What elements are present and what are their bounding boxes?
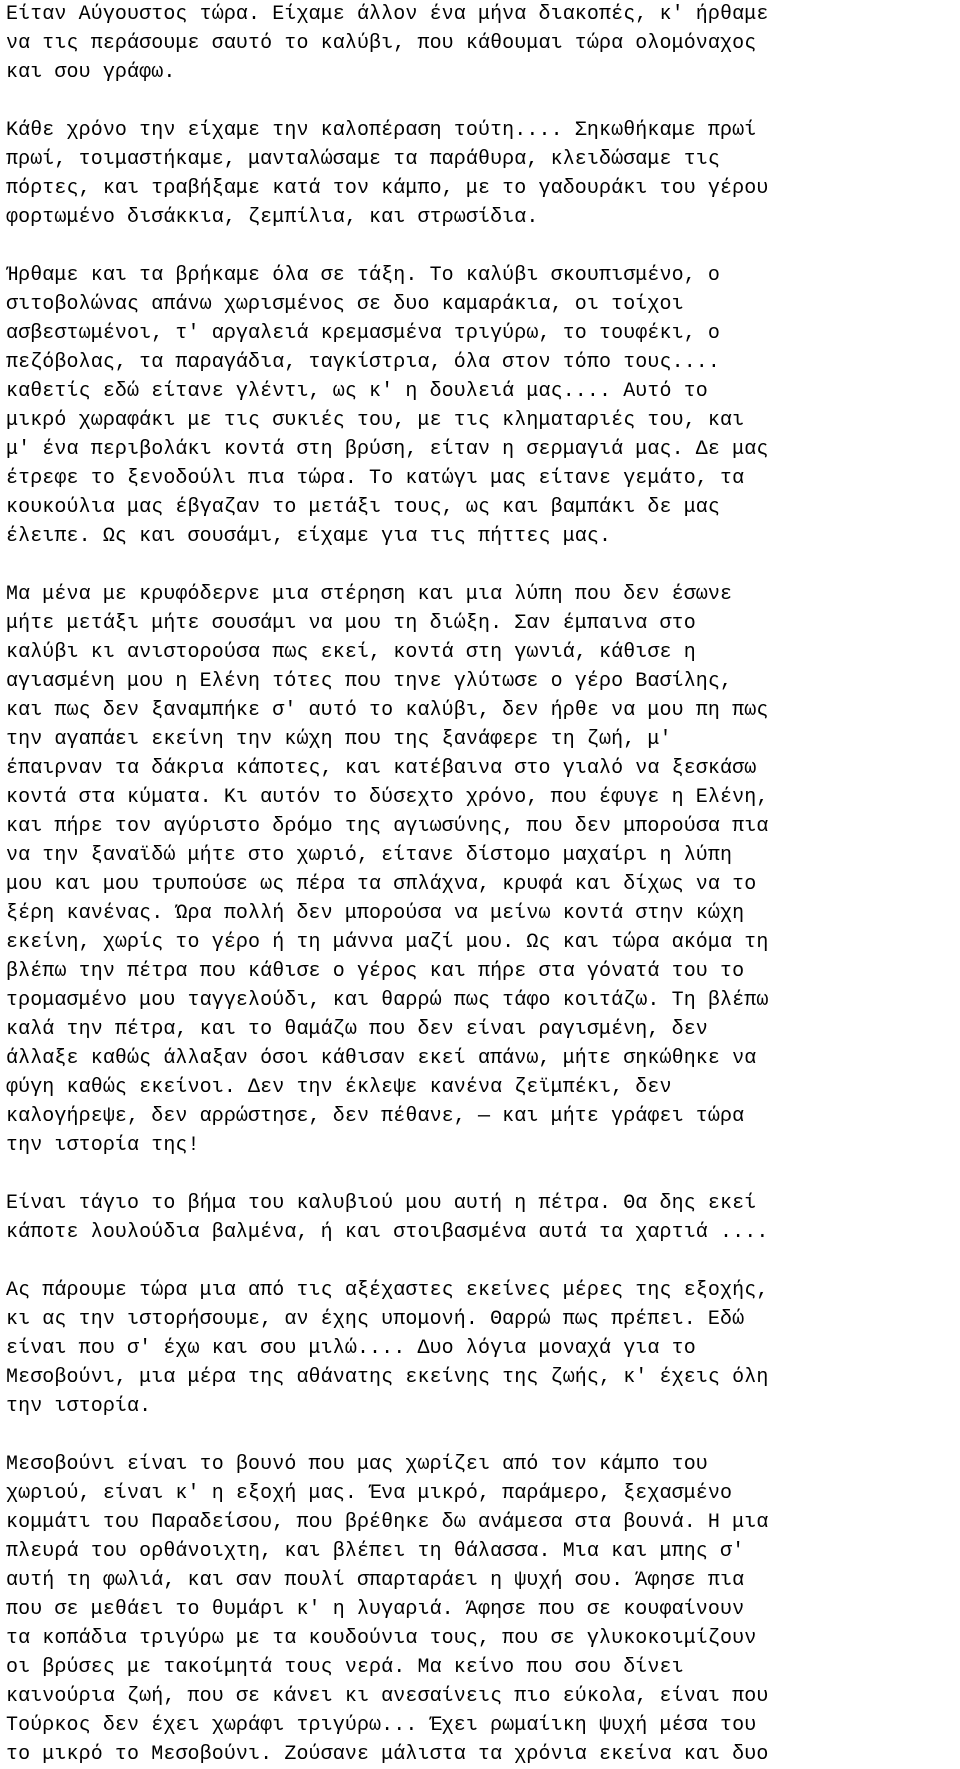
paragraph — [6, 580, 960, 1160]
text-line: άλλαξε καθώς άλλαξαν όσοι κάθισαν εκεί απάνω, μήτε σηκώθηκε να — [6, 1047, 757, 1070]
text-line: ασβεστωμένοι, τ' αργαλειά κρεμασμένα τριγύρω, το τουφέκι, ο — [6, 322, 721, 345]
paragraph — [6, 0, 960, 87]
text-line: Μεσοβούνι είναι το βουνό που μας χωρίζει από τον κάμπο του — [6, 1453, 708, 1476]
text-line: καλύβι κι ανιστορούσα πως εκεί, κοντά στη γωνιά, κάθισε η — [6, 641, 696, 664]
paragraph-gap — [6, 1247, 960, 1276]
text-line: κομμάτι του Παραδείσου, που βρέθηκε δω ανάμεσα στα βουνά. Η μια — [6, 1511, 769, 1534]
paragraph-gap — [6, 87, 960, 116]
text-line: την ιστορία της! — [6, 1134, 200, 1157]
text-line: έπαιρναν τα δάκρια κάποτες, και κατέβαινα στο γιαλό να ξεσκάσω — [6, 757, 757, 780]
text-line: καθετίς εδώ είτανε γλέντι, ως κ' η δουλειά μας.... Αυτό το — [6, 380, 708, 403]
text-line: κοντά στα κύματα. Κι αυτόν το δύσεχτο χρόνο, που έφυγε η Ελένη, — [6, 786, 769, 809]
paragraph — [6, 116, 960, 232]
document-page — [6, 0, 960, 1769]
text-line: φορτωμένο δισάκκια, ζεμπίλια, και στρωσίδια. — [6, 206, 539, 229]
text-line: που σε μεθάει το θυμάρι κ' η λυγαριά. Άφησε που σε κουφαίνουν — [6, 1598, 745, 1621]
text-line: και πήρε τον αγύριστο δρόμο της αγιωσύνης, που δεν μπορούσα πια — [6, 815, 769, 838]
paragraph-gap — [6, 1421, 960, 1450]
text-line: τρομασμένο μου ταγγελούδι, και θαρρώ πως τάφο κοιτάζω. Τη βλέπω — [6, 989, 769, 1012]
paragraph-gap — [6, 1160, 960, 1189]
text-line: μου και μου τρυπούσε ως πέρα τα σπλάχνα, κρυφά και δίχως να το — [6, 873, 757, 896]
text-line: έτρεφε το ξενοδούλι πια τώρα. Το κατώγι μας είτανε γεμάτο, τα — [6, 467, 745, 490]
paragraph-gap — [6, 551, 960, 580]
text-line: έλειπε. Ως και σουσάμι, είχαμε για τις πήττες μας. — [6, 525, 612, 548]
text-line: καλογήρεψε, δεν αρρώστησε, δεν πέθανε, — και μήτε γράφει τώρα — [6, 1105, 745, 1128]
text-line: Είναι τάγιο το βήμα του καλυβιού μου αυτή η πέτρα. Θα δης εκεί — [6, 1192, 757, 1215]
text-line: την ιστορία. — [6, 1395, 152, 1418]
text-line: να την ξαναϊδώ μήτε στο χωριό, είτανε δίστομο μαχαίρι η λύπη — [6, 844, 733, 867]
text-line: κουκούλια μας έβγαζαν το μετάξι τους, ως και βαμπάκι δε μας — [6, 496, 721, 519]
text-line: μ' ένα περιβολάκι κοντά στη βρύση, είταν η σερμαγιά μας. Δε μας — [6, 438, 769, 461]
text-line: αγιασμένη μου η Ελένη τότες που τηνε γλύτωσε ο γέρο Βασίλης, — [6, 670, 733, 693]
text-line: το μικρό το Μεσοβούνι. Ζούσανε μάλιστα τα χρόνια εκείνα και δυο — [6, 1743, 769, 1766]
text-line: πλευρά του ορθάνοιχτη, και βλέπει τη θάλασσα. Μια και μπης σ' — [6, 1540, 745, 1563]
text-line: εκείνη, χωρίς το γέρο ή τη μάννα μαζί μου. Ως και τώρα ακόμα τη — [6, 931, 769, 954]
text-line: οι βρύσες με τακοίμητά τους νερά. Μα κείνο που σου δίνει — [6, 1656, 684, 1679]
paragraph-gap — [6, 232, 960, 261]
text-line: αυτή τη φωλιά, και σαν πουλί σπαρταράει η ψυχή σου. Άφησε πια — [6, 1569, 745, 1592]
text-line: Ήρθαμε και τα βρήκαμε όλα σε τάξη. Το καλύβι σκουπισμένο, ο — [6, 264, 721, 287]
text-line: πόρτες, και τραβήξαμε κατά τον κάμπο, με το γαδουράκι του γέρου — [6, 177, 769, 200]
text-line: μικρό χωραφάκι με τις συκιές του, με τις κληματαριές του, και — [6, 409, 745, 432]
paragraph — [6, 261, 960, 551]
text-line: Είταν Αύγουστος τώρα. Είχαμε άλλον ένα μήνα διακοπές, κ' ήρθαμε — [6, 3, 769, 26]
text-line: Μεσοβούνι, μια μέρα της αθάνατης εκείνης της ζωής, κ' έχεις όλη — [6, 1366, 769, 1389]
text-line: και πως δεν ξαναμπήκε σ' αυτό το καλύβι, δεν ήρθε να μου πη πως — [6, 699, 769, 722]
paragraph — [6, 1189, 960, 1247]
text-line: καινούρια ζωή, που σε κάνει κι ανεσαίνεις πιο εύκολα, είναι που — [6, 1685, 769, 1708]
text-line: φύγη καθώς εκείνοι. Δεν την έκλεψε κανένα ζεϊμπέκι, δεν — [6, 1076, 672, 1099]
text-line: είναι που σ' έχω και σου μιλώ.... Δυο λόγια μοναχά για το — [6, 1337, 696, 1360]
text-line: Ας πάρουμε τώρα μια από τις αξέχαστες εκείνες μέρες της εξοχής, — [6, 1279, 769, 1302]
paragraph — [6, 1450, 960, 1769]
text-line: και σου γράφω. — [6, 61, 176, 84]
text-line: ξέρη κανένας. Ώρα πολλή δεν μπορούσα να μείνω κοντά στην κώχη — [6, 902, 745, 925]
text-line: μήτε μετάξι μήτε σουσάμι να μου τη διώξη. Σαν έμπαινα στο — [6, 612, 696, 635]
text-line: σιτοβολώνας απάνω χωρισμένος σε δυο καμαράκια, οι τοίχοι — [6, 293, 684, 316]
text-line: Κάθε χρόνο την είχαμε την καλοπέραση τούτη.... Σηκωθήκαμε πρωί — [6, 119, 757, 142]
text-line: να τις περάσουμε σαυτό το καλύβι, που κάθουμαι τώρα ολομόναχος — [6, 32, 757, 55]
paragraph — [6, 1276, 960, 1421]
text-line: χωριού, είναι κ' η εξοχή μας. Ένα μικρό, παράμερο, ξεχασμένο — [6, 1482, 733, 1505]
text-line: Τούρκος δεν έχει χωράφι τριγύρω... Έχει ρωμαίικη ψυχή μέσα του — [6, 1714, 757, 1737]
text-line: Μα μένα με κρυφόδερνε μια στέρηση και μια λύπη που δεν έσωνε — [6, 583, 733, 606]
text-line: πεζόβολας, τα παραγάδια, ταγκίστρια, όλα στον τόπο τους.... — [6, 351, 721, 374]
text-line: την αγαπάει εκείνη την κώχη που της ξανάφερε τη ζωή, μ' — [6, 728, 672, 751]
text-line: κι ας την ιστορήσουμε, αν έχης υπομονή. Θαρρώ πως πρέπει. Εδώ — [6, 1308, 745, 1331]
text-line: τα κοπάδια τριγύρω με τα κουδούνια τους, που σε γλυκοκοιμίζουν — [6, 1627, 757, 1650]
text-line: καλά την πέτρα, και το θαμάζω που δεν είναι ραγισμένη, δεν — [6, 1018, 708, 1041]
text-line: βλέπω την πέτρα που κάθισε ο γέρος και πήρε στα γόνατά του το — [6, 960, 745, 983]
text-line: κάποτε λουλούδια βαλμένα, ή και στοιβασμένα αυτά τα χαρτιά .... — [6, 1221, 769, 1244]
text-line: πρωί, τοιμαστήκαμε, μανταλώσαμε τα παράθυρα, κλειδώσαμε τις — [6, 148, 721, 171]
